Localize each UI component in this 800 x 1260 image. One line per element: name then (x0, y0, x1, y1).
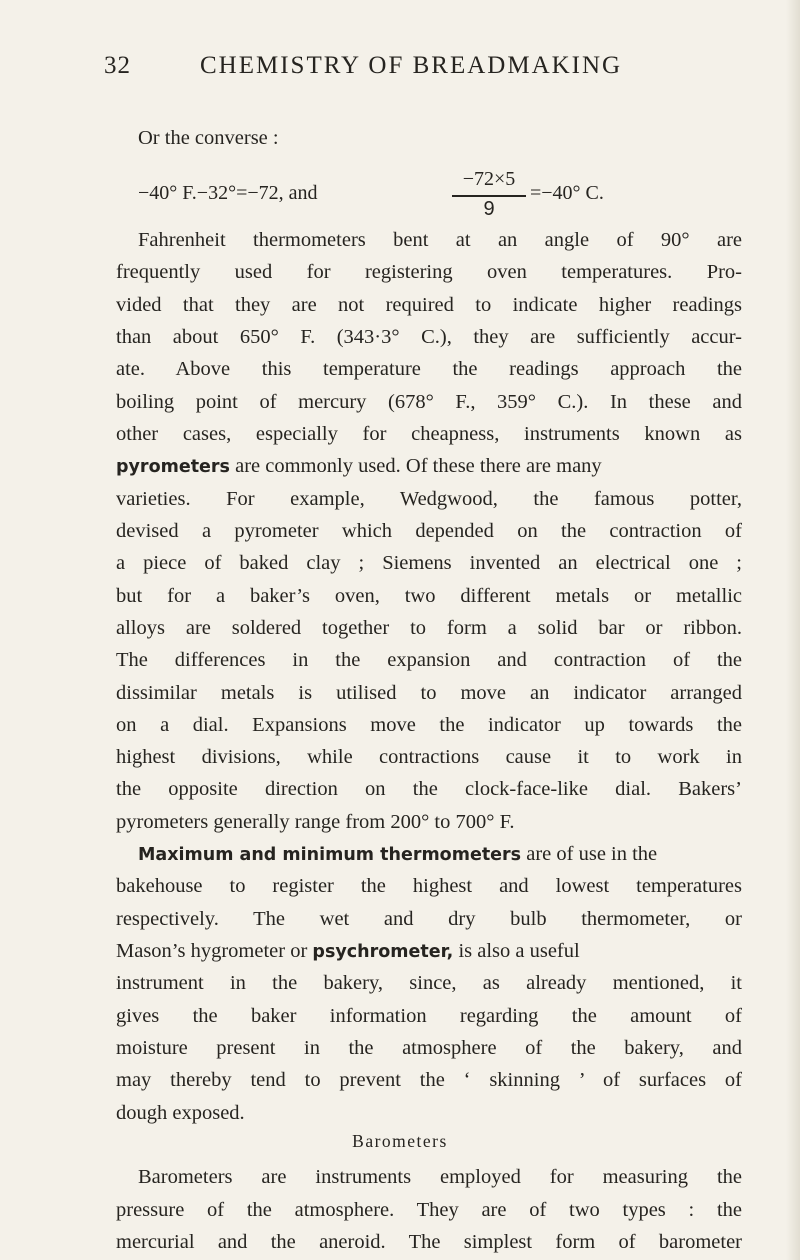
para1-line: on a dial. Expansions move the indicator up towards the (116, 713, 742, 736)
formula-numerator: −72×5 (462, 168, 516, 190)
para1-line: The differences in the expansion and contraction of the (116, 649, 742, 672)
para1-line: other cases, especially for cheapness, instruments known as (116, 422, 742, 445)
para1-line: frequently used for registering oven temperatures. Pro- (116, 261, 742, 284)
para3-line: Barometers are instruments employed for measuring the (138, 1166, 742, 1189)
term-max-min-thermometers: Maximum and minimum thermometers (138, 845, 522, 866)
para1-line: dissimilar metals is utilised to move an indicator arranged (116, 681, 742, 704)
para3-line: pressure of the atmosphere. They are of two types : the (116, 1198, 742, 1221)
section-heading: Barometers (352, 1131, 448, 1152)
term-psychrometer: psychrometer, (312, 942, 454, 963)
running-title: CHEMISTRY OF BREADMAKING (200, 52, 623, 79)
para1-line: ate. Above this temperature the readings approach the (116, 358, 742, 381)
para1-line (116, 452, 742, 481)
para2-line-pre: Mason’s hygrometer or (116, 940, 308, 963)
fraction-bar (452, 195, 526, 197)
formula-result: =−40° C. (530, 182, 604, 204)
para2-line (138, 840, 742, 869)
para1-line: varieties. For example, Wedgwood, the famous potter, (116, 487, 742, 510)
para2-line: respectively. The wet and dry bulb thermometer, or (116, 907, 742, 930)
para3-line: mercurial and the aneroid. The simplest form of barometer (116, 1231, 742, 1253)
running-header (104, 52, 744, 92)
formula-denominator: 9 (483, 198, 495, 220)
para2-line: moisture present in the atmosphere of the bakery, and (116, 1037, 742, 1060)
conversion-formula (138, 170, 758, 230)
page-number: 32 (104, 52, 131, 79)
para1-line: than about 650° F. (343·3° C.), they are sufficiently accur- (116, 325, 742, 348)
para2-line: dough exposed. (116, 1101, 245, 1124)
para1-line: devised a pyrometer which depended on the contraction of (116, 519, 742, 542)
para2-line (116, 937, 742, 966)
para2-line: instrument in the bakery, since, as already mentioned, it (116, 972, 742, 995)
para2-line: may thereby tend to prevent the ‘ skinning ’ of surfaces of (116, 1069, 742, 1092)
para2-line-post: is also a useful (458, 940, 580, 963)
term-pyrometers: pyrometers (116, 457, 230, 478)
para1-line: vided that they are not required to indicate higher readings (116, 293, 742, 316)
para1-line: alloys are soldered together to form a solid bar or ribbon. (116, 616, 742, 639)
para1-line: Fahrenheit thermometers bent at an angle of 90° are (138, 229, 742, 251)
para2-line: bakehouse to register the highest and lowest temperatures (116, 875, 742, 898)
para1-line: a piece of baked clay ; Siemens invented an electrical one ; (116, 552, 742, 575)
para1-line: but for a baker’s oven, two different metals or metallic (116, 584, 742, 607)
para1-line: the opposite direction on the clock-face-like dial. Bakers’ (116, 778, 742, 801)
para1-line-rest: are commonly used. Of these there are many (235, 455, 602, 478)
para1-line: boiling point of mercury (678° F., 359° C.). In these and (116, 390, 742, 413)
formula-part1: −40° F.−32°=−72, and (138, 182, 318, 204)
para1-line: pyrometers generally range from 200° to 700° F. (116, 810, 515, 833)
intro-line: Or the converse : (138, 127, 279, 149)
para1-line: highest divisions, while contractions cause it to work in (116, 746, 742, 769)
page-edge-shadow (786, 0, 800, 1260)
para2-line: gives the baker information regarding the amount of (116, 1004, 742, 1027)
para2-line-rest: are of use in the (526, 843, 658, 866)
